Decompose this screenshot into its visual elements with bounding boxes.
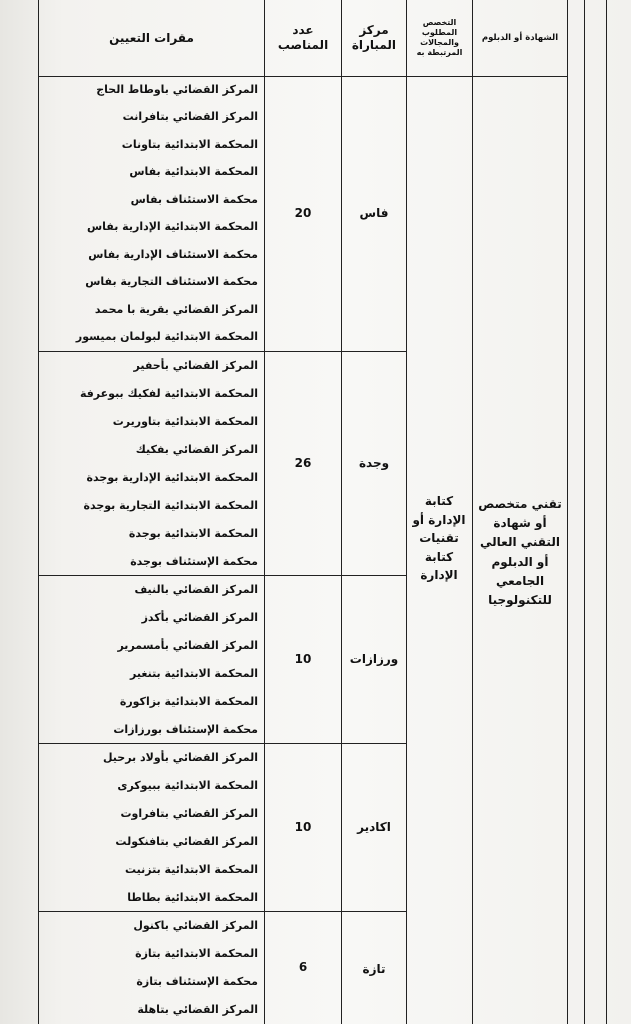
center-cell: وجدة (358, 456, 390, 470)
appointment-item: المحكمة الابتدائية بتنغير (130, 667, 258, 680)
appointment-item: محكمة الإستئناف بوجدة (130, 555, 258, 568)
appointment-item: المحكمة الابتدائية بتازة (135, 947, 258, 960)
appointment-item: المركز القضائي بأولاد برحيل (102, 751, 258, 764)
appointment-item: المركز القضائي بأحفير (133, 359, 258, 372)
appointment-item: المركز القضائي بقرية با محمد (94, 303, 258, 316)
appointment-item: المحكمة الابتدائية بطاطا (127, 891, 258, 904)
appointment-item: المركز القضائي بأمسمرير (117, 639, 258, 652)
header-specialty (407, 0, 472, 76)
table-border-left (38, 0, 39, 1024)
header-count (265, 0, 341, 76)
count-cell: 26 (294, 456, 312, 470)
appointment-item: محكمة الاستئناف التجارية بفاس (85, 275, 258, 288)
appointment-item: المحكمة الابتدائية التجارية بوجدة (83, 499, 258, 512)
appointment-item: المحكمة الابتدائية بوجدة (128, 527, 258, 540)
header-center-text: مركز المباراة (351, 23, 396, 52)
appointment-item: المحكمة الابتدائية الإدارية بوجدة (86, 471, 258, 484)
appointment-item: المحكمة الابتدائية لبولمان بميسور (75, 330, 258, 343)
appointment-item: المركز القضائي بتافراوت (120, 807, 258, 820)
column-divider (264, 0, 265, 1024)
center-cell: ورزازات (349, 652, 399, 666)
header-certificate-text: الشهادة أو الدبلوم (481, 32, 559, 43)
header-appointments (39, 0, 264, 76)
header-certificate (473, 0, 567, 76)
appointment-item: المركز القضائي بأكدز (141, 611, 258, 624)
appointment-item: المركز القضائي بالنيف (134, 583, 258, 596)
appointment-item: المحكمة الابتدائية بتزنيت (124, 863, 258, 876)
center-cell: تازة (362, 962, 386, 976)
center-cell: اكادير (357, 820, 391, 834)
column-divider (341, 0, 342, 1024)
appointment-item: المحكمة الابتدائية بزاكورة (119, 695, 258, 708)
appointment-item: المركز القضائي باكنول (133, 919, 258, 932)
appointment-item: المحكمة الابتدائية بتاونات (121, 138, 258, 151)
header-appointments-text: مقرات التعيين (109, 30, 194, 45)
page-edge-line (584, 0, 585, 1024)
appointment-item: المحكمة الابتدائية الإدارية بفاس (87, 220, 258, 233)
appointment-item: محكمة الاستئناف الإدارية بفاس (88, 248, 258, 261)
appointment-item: المركز القضائي بتافنكولت (115, 835, 258, 848)
appointment-item: محكمة الاستئناف بفاس (130, 193, 258, 206)
header-specialty-text: التخصص المطلوب والمجالات المرتبطة به (416, 18, 463, 57)
specialty-cell: كتابة الإدارة أو تقنيات كتابة الإدارة (412, 494, 466, 583)
appointment-item: المركز القضائي باوطاط الحاج (96, 83, 258, 96)
page-edge-line (606, 0, 607, 1024)
appointment-item: المركز القضائي بتافرانت (122, 110, 258, 123)
appointment-item: محكمة الإستئناف بورزازات (113, 723, 258, 736)
appointment-item: المحكمة الابتدائية بفاس (129, 165, 258, 178)
header-count-text: عدد المناصب (277, 23, 329, 52)
count-cell: 20 (294, 206, 312, 220)
count-cell: 10 (294, 820, 312, 834)
appointment-item: المركز القضائي بتاهلة (137, 1003, 258, 1016)
appointment-item: المحكمة الابتدائية بتاوريرت (112, 415, 258, 428)
appointment-item: المحكمة الابتدائية ببيوكرى (117, 779, 258, 792)
certificate-cell: تقني متخصص أو شهادة التقني العالي أو الدبلوم الجامعي للتكنولوجيا (478, 497, 562, 607)
appointment-item: المحكمة الابتدائية لفكيك ببوعرفة (79, 387, 258, 400)
center-cell: فاس (359, 206, 389, 220)
appointment-item: المركز القضائي بفكيك (135, 443, 258, 456)
appointment-item: محكمة الإستئناف بتازة (136, 975, 258, 988)
count-cell: 10 (294, 652, 312, 666)
table-border-right (567, 0, 568, 1024)
count-cell: 6 (298, 960, 308, 974)
header-center (342, 0, 406, 76)
